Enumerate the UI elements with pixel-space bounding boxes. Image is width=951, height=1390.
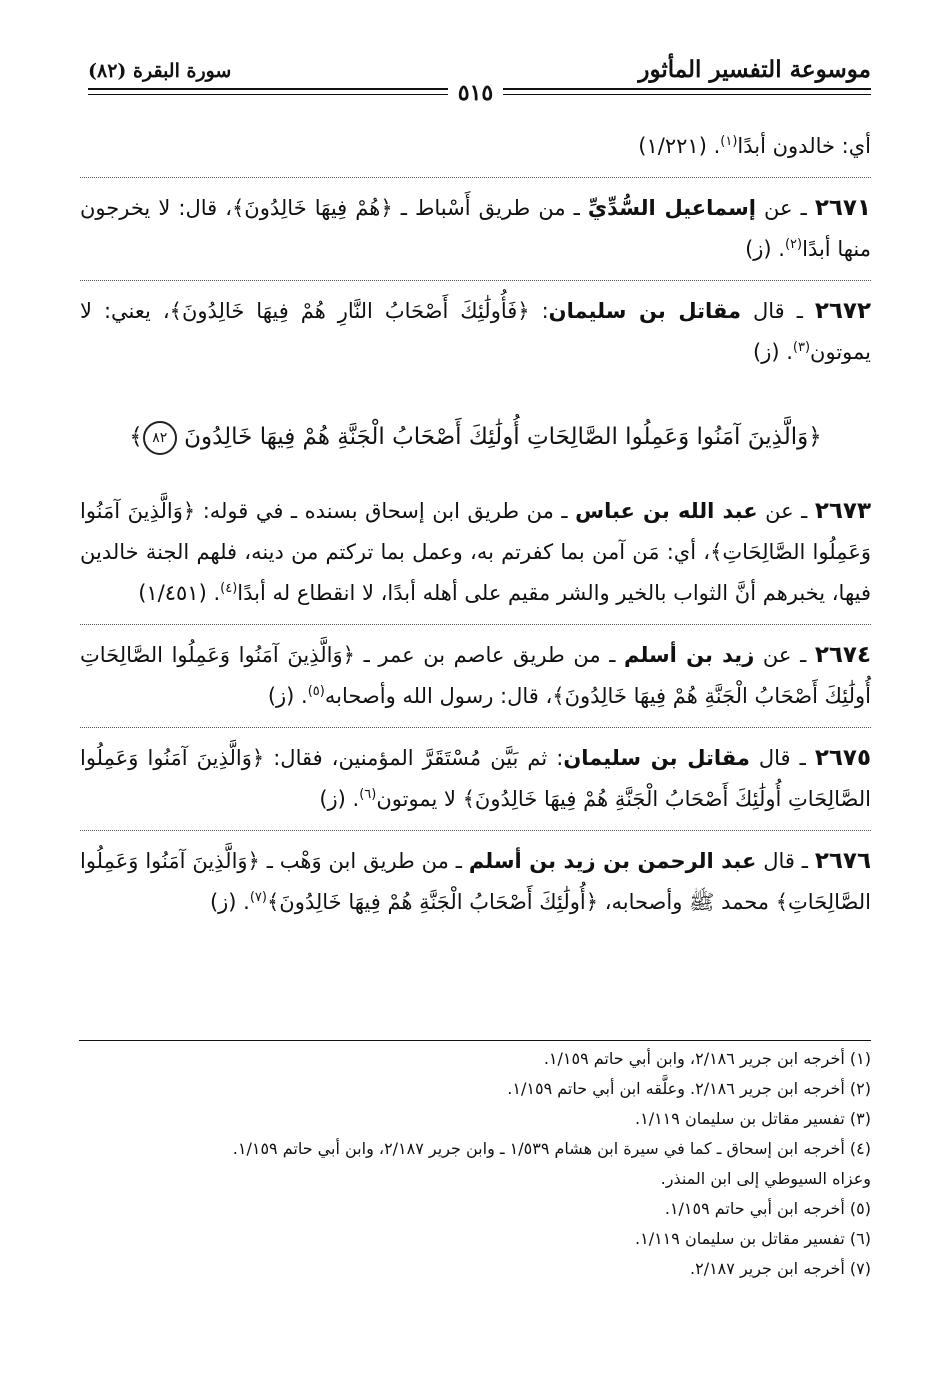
ayah-number-marker: ٨٢ (143, 421, 177, 455)
para-text: : ثم بَيَّن مُسْتَقَرَّ المؤمنين، فقال: (264, 746, 564, 770)
narrator-name: مقاتل بن سليمان (563, 746, 750, 770)
footnote-4: (٤) أخرجه ابن إسحاق ـ كما في سيرة ابن هشام ١/٥٣٩ ـ وابن جرير ٢/١٨٧، وابن أبي حاتم ١/١٥٩. (232, 1139, 871, 1158)
narration-number: ٢٦٧٦ (814, 848, 871, 874)
para-text: ـ عن (754, 643, 815, 667)
footnote-marker[interactable]: (٦) (359, 787, 377, 802)
narration-number: ٢٦٧٤ (814, 642, 872, 668)
reference: . (ز) (267, 684, 308, 708)
reference: . (ز) (319, 787, 360, 811)
para-text: ـ عن (757, 499, 815, 523)
verse-heading (80, 417, 871, 457)
footnote-marker[interactable]: (٤) (220, 581, 238, 596)
quran-quote: ﴿أُولَٰئِكَ أَصْحَابُ الْجَنَّةِ هُمْ فِيهَا خَالِدُونَ﴾ (266, 890, 599, 914)
para-text: ، أي: مَن آمن بما كفرتم به، وعمل بما تركتم من دينه، فلهم الجنة خالدين فيها، يخبرهم أنَّ الثواب بالخير والشر مقيم على أهله أبدًا، لا انقطاع له أبدًا (80, 540, 871, 605)
reference: . (١/٢٢١) (638, 134, 721, 158)
para-text: ـ عن (755, 196, 815, 220)
narration-2676 (80, 841, 871, 933)
page-number-value: ٥١٥ (448, 80, 503, 106)
footnote-4-continuation: وعزاه السيوطي إلى ابن المنذر. (660, 1169, 871, 1188)
reference: . (ز) (753, 340, 793, 364)
para-text: ـ من طريق ابن إسحاق بسنده ـ في قوله: (195, 499, 576, 523)
narrator-name: عبد الرحمن بن زيد بن أسلم (468, 849, 757, 873)
footnote-3: (٣) تفسير مقاتل بن سليمان ١/١١٩. (635, 1109, 871, 1128)
footnote-marker[interactable]: (١) (720, 134, 738, 149)
para-text: ـ قال (749, 746, 815, 770)
reference: . (ز) (745, 237, 785, 261)
quran-quote: ﴿فَأُولَٰئِكَ أَصْحَابُ النَّارِ هُمْ فِيهَا خَالِدُونَ﴾ (169, 299, 530, 323)
narration-2672 (80, 291, 871, 383)
para-text: ـ من طريق ابن وَهْب ـ (259, 849, 469, 873)
para-text: لا يموتون (376, 787, 463, 811)
narration-number: ٢٦٧١ (814, 195, 871, 221)
footnote-marker[interactable]: (٥) (307, 684, 325, 699)
para-text: ـ من طريق عاصم بن عمر ـ (354, 643, 624, 667)
reference: . (١/٤٥١) (138, 581, 221, 605)
verse-text: ﴿وَالَّذِينَ آمَنُوا وَعَمِلُوا الصَّالِحَاتِ أُولَٰئِكَ أَصْحَابُ الْجَنَّةِ هُمْ فِيهَا خَالِدُونَ (184, 424, 822, 450)
para-text: محمد ﷺ وأصحابه، (598, 890, 776, 914)
para-text: أي: خالدون أبدًا (737, 134, 871, 158)
narration-2673 (80, 491, 871, 625)
para-text: ـ قال (756, 849, 815, 873)
para-text: ، يعني: لا يموتون (80, 299, 871, 364)
para-text: ـ من طريق أَسْباط ـ (392, 196, 588, 220)
quran-quote: ﴿هُمْ فِيهَا خَالِدُونَ﴾ (232, 196, 393, 220)
footnote-2: (٢) أخرجه ابن جرير ٢/١٨٦. وعلَّقه ابن أبي حاتم ١/١٥٩. (507, 1079, 871, 1098)
surah-title: سورة البقرة (٨٢) (88, 60, 232, 82)
narrator-name: مقاتل بن سليمان (548, 299, 742, 323)
narration-2671 (80, 188, 871, 281)
quran-quote: ﴿وَالَّذِينَ آمَنُوا وَعَمِلُوا الصَّالِحَاتِ أُولَٰئِكَ أَصْحَابُ الْجَنَّةِ هُمْ فِيهَا خَالِدُونَ﴾ (80, 746, 871, 811)
footnote-1: (١) أخرجه ابن جرير ٢/١٨٦، وابن أبي حاتم ١/١٥٩. (543, 1049, 871, 1068)
quran-quote: ﴿وَالَّذِينَ آمَنُوا وَعَمِلُوا الصَّالِحَاتِ﴾ (80, 499, 871, 564)
quran-quote: ﴿وَالَّذِينَ آمَنُوا وَعَمِلُوا الصَّالِحَاتِ﴾ (80, 849, 871, 914)
narration-2675 (80, 738, 871, 831)
paragraph-intro (80, 126, 871, 178)
narration-number: ٢٦٧٥ (814, 745, 871, 771)
main-text (80, 126, 871, 943)
para-text: ـ قال (741, 299, 815, 323)
narrator-name: زيد بن أسلم (623, 643, 755, 667)
para-text: ، قال: لا يخرجون منها أبدًا (80, 196, 871, 261)
narration-number: ٢٦٧٣ (814, 498, 872, 524)
narrator-name: عبد الله بن عباس (575, 499, 758, 523)
verse-close-bracket: ﴾ (129, 424, 143, 450)
footnote-marker[interactable]: (٣) (792, 340, 811, 355)
footnote-6: (٦) تفسير مقاتل بن سليمان ١/١١٩. (635, 1229, 871, 1248)
footnote-7: (٧) أخرجه ابن جرير ٢/١٨٧. (690, 1259, 871, 1278)
para-text: ، قال: رسول الله وأصحابه (324, 684, 553, 708)
footnote-5: (٥) أخرجه ابن أبي حاتم ١/١٥٩. (664, 1199, 871, 1218)
series-title: موسوعة التفسير المأثور (638, 56, 871, 83)
footnote-separator (79, 1040, 871, 1041)
para-text: : (529, 299, 549, 323)
narrator-name: إسماعيل السُّدِّيِّ (587, 196, 756, 220)
reference: . (ز) (209, 890, 250, 914)
footnote-marker[interactable]: (٢) (784, 237, 803, 252)
narration-number: ٢٦٧٢ (814, 298, 872, 324)
quran-quote: ﴿وَالَّذِينَ آمَنُوا وَعَمِلُوا الصَّالِحَاتِ أُولَٰئِكَ أَصْحَابُ الْجَنَّةِ هُمْ فِيهَا خَالِدُونَ﴾ (80, 643, 871, 708)
footnote-marker[interactable]: (٧) (249, 890, 267, 905)
page-number (0, 80, 951, 106)
footnotes (70, 1044, 871, 1284)
narration-2674 (80, 635, 871, 728)
